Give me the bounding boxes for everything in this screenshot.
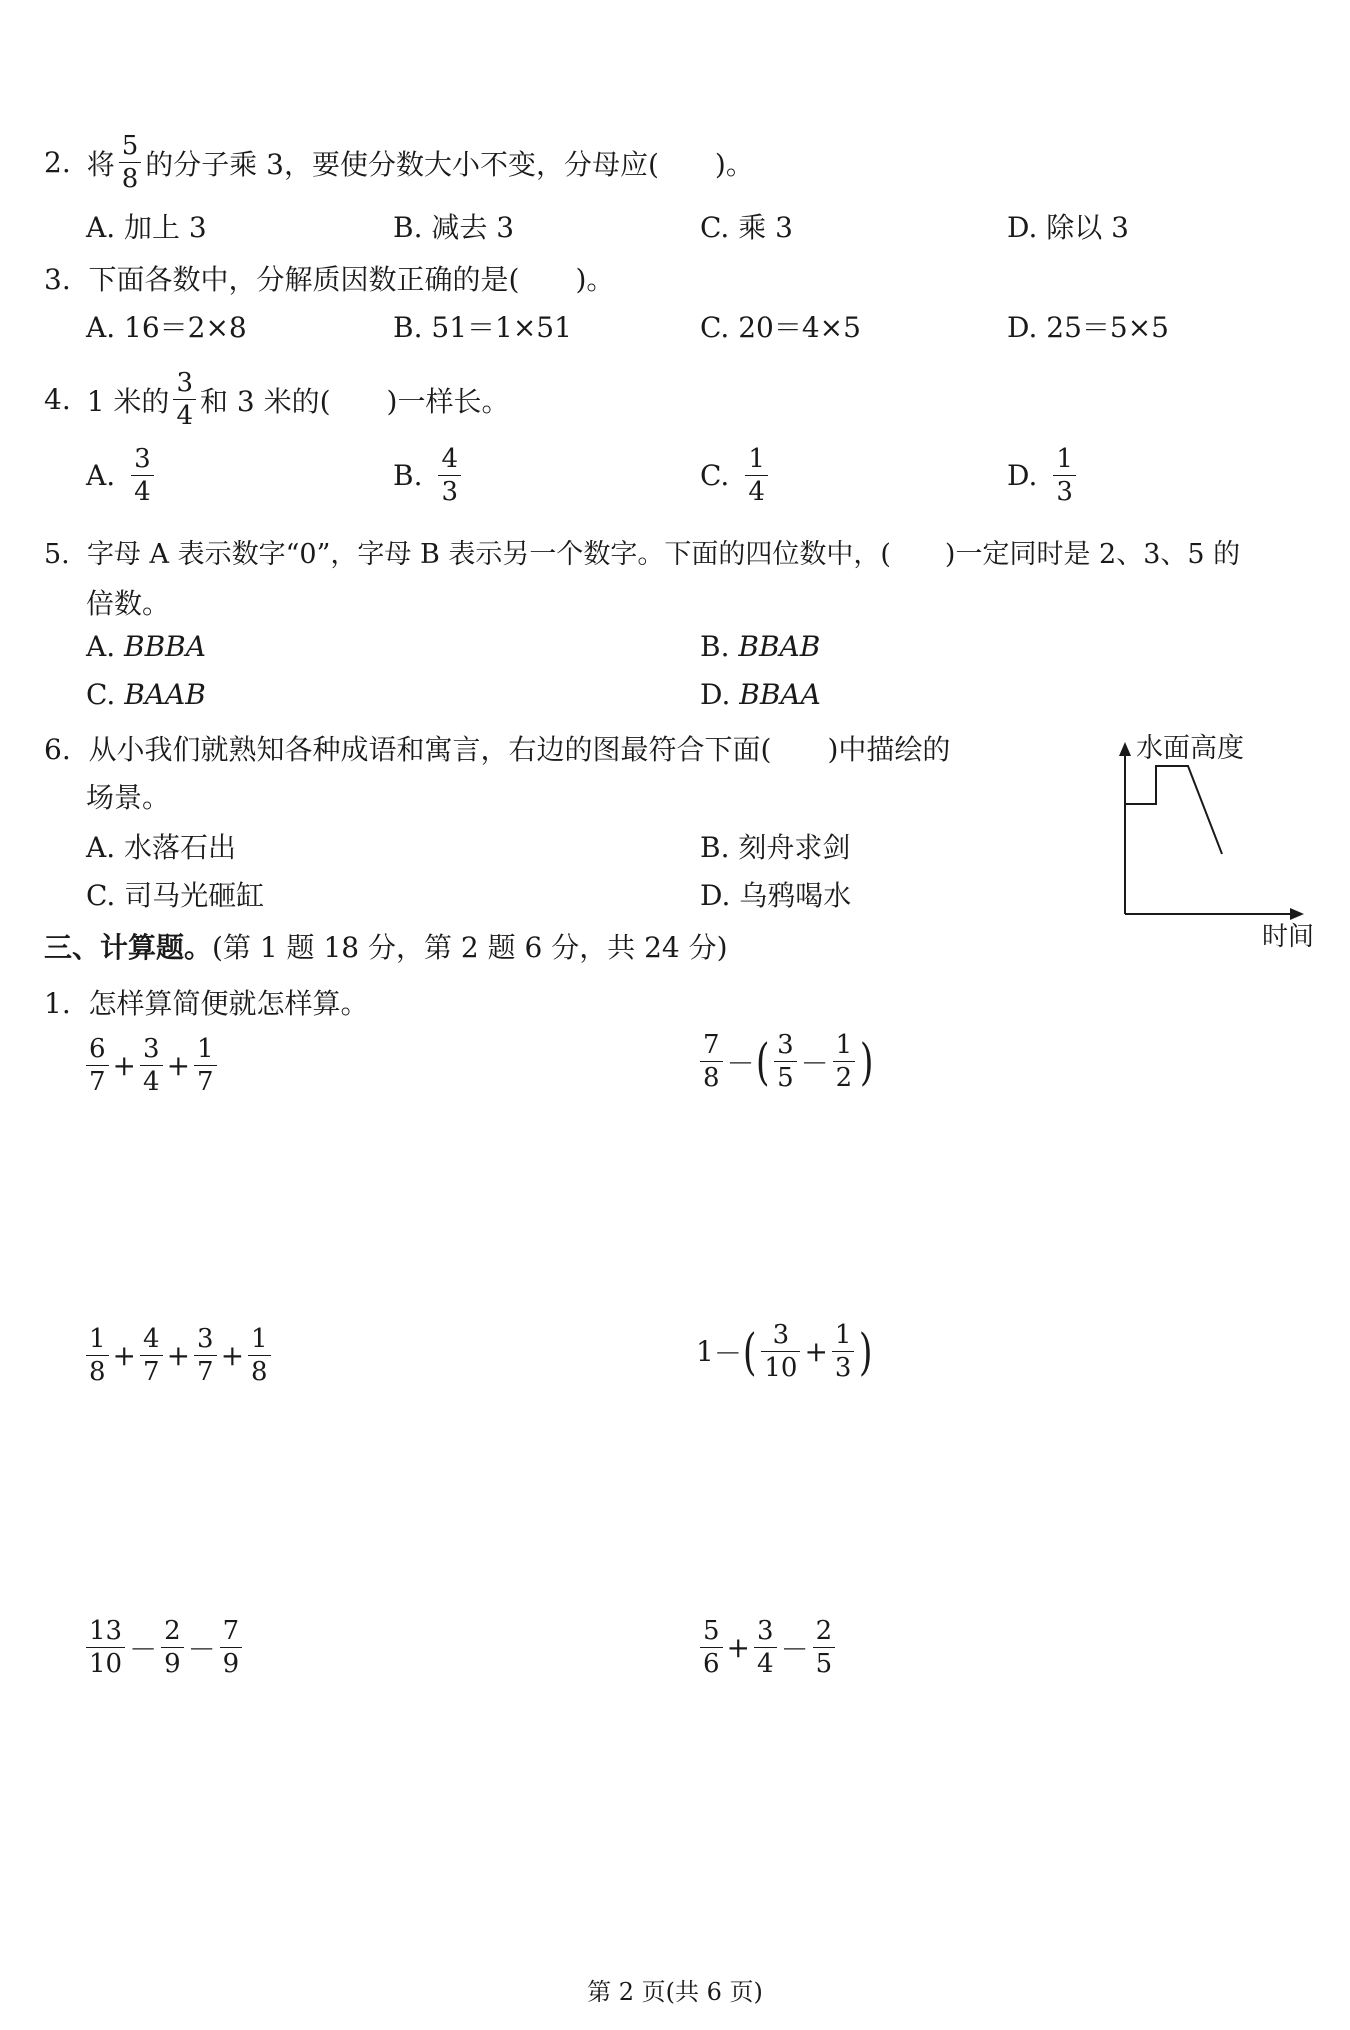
q2-post: 的分子乘 3，要使分数大小不变，分母应( )。 <box>145 147 754 181</box>
q5-option-d[interactable]: D. BBAA <box>700 678 821 711</box>
expression-4: 1 － ( $\frac{3}{10}$ + $\frac{1}{3}$ ) <box>696 1320 874 1383</box>
q3-option-c[interactable]: C. 20＝4×5 <box>700 311 861 344</box>
q3-stem: 3. 下面各数中，分解质因数正确的是( )。 <box>44 263 615 296</box>
q2-option-d[interactable]: D. 除以 3 <box>1007 211 1129 244</box>
q5-stem-line1: 5. 字母 A 表示数字“0”，字母 B 表示另一个数字。下面的四位数中，( )一定同时是 2、3、5 的 <box>44 539 1241 570</box>
q3-option-d[interactable]: D. 25＝5×5 <box>1007 311 1169 344</box>
expression-1: $\frac{6}{7}$ + $\frac{3}{4}$ + $\frac{1}{7}$ <box>82 1036 221 1095</box>
q5-option-b[interactable]: B. BBAB <box>700 630 821 663</box>
q5-stem-line2: 倍数。 <box>86 587 171 620</box>
expression-6: $\frac{5}{6}$ + $\frac{3}{4}$ － $\frac{2}{5}$ <box>696 1618 839 1677</box>
q4-option-b[interactable]: B. $\frac{4}{3}$ <box>393 446 465 505</box>
q4-fraction: $\frac{3}{4}$ <box>173 370 196 429</box>
q6-option-c[interactable]: C. 司马光砸缸 <box>86 879 265 912</box>
q6-stem-line2: 场景。 <box>86 781 171 814</box>
expression-3: $\frac{1}{8}$ + $\frac{4}{7}$ + $\frac{3}{7}$ + $\frac{1}{8}$ <box>82 1326 275 1385</box>
graph-y-label: 水面高度 <box>1136 733 1244 764</box>
q4-stem: 4. 1 米的 $\frac{3}{4}$ 和 3 米的( )一样长。 <box>44 368 510 431</box>
q5-option-a[interactable]: A. BBBA <box>86 630 206 663</box>
q4-option-d[interactable]: D. $\frac{1}{3}$ <box>1007 446 1080 505</box>
graph-axes <box>1119 742 1304 920</box>
graph-x-label: 时间 <box>1262 922 1315 952</box>
q4-option-c[interactable]: C. $\frac{1}{4}$ <box>700 446 772 505</box>
q2-pre: 将 <box>86 147 115 181</box>
calc1-stem: 1. 怎样算简便就怎样算。 <box>44 987 369 1020</box>
section3-title: 三、计算题。 <box>44 931 213 964</box>
section3-header <box>44 926 728 966</box>
page-footer: 第 2 页(共 6 页) <box>587 1978 763 2006</box>
expression-5: $\frac{13}{10}$ － $\frac{2}{9}$ － $\frac{7}{9}$ <box>82 1618 246 1677</box>
q2-stem <box>44 133 754 192</box>
q2-option-a[interactable]: A. 加上 3 <box>86 211 207 244</box>
q2-fraction: $\frac{5}{8}$ <box>119 133 142 192</box>
expression-2: $\frac{7}{8}$ － ( $\frac{3}{5}$ － $\frac{1}{2}$ ) <box>696 1032 875 1091</box>
q4-option-a[interactable]: A. $\frac{3}{4}$ <box>86 446 158 505</box>
q3-option-a[interactable]: A. 16＝2×8 <box>86 311 247 344</box>
q2-option-b[interactable]: B. 减去 3 <box>393 211 515 244</box>
q3-option-b[interactable]: B. 51＝1×51 <box>393 311 572 344</box>
y-axis-arrow-icon <box>1119 742 1131 756</box>
section3-note: (第 1 题 18 分，第 2 题 6 分，共 24 分) <box>212 931 728 964</box>
q5-option-c[interactable]: C. BAAB <box>86 678 206 711</box>
q6-option-d[interactable]: D. 乌鸦喝水 <box>700 879 852 912</box>
q6-stem-line1: 6. 从小我们就熟知各种成语和寓言，右边的图最符合下面( )中描绘的 <box>44 733 951 766</box>
q6-option-b[interactable]: B. 刻舟求剑 <box>700 831 851 864</box>
q2-number: 2. <box>44 146 71 179</box>
q2-option-c[interactable]: C. 乘 3 <box>700 211 793 244</box>
water-level-line <box>1125 766 1222 854</box>
q6-option-a[interactable]: A. 水落石出 <box>86 831 237 864</box>
